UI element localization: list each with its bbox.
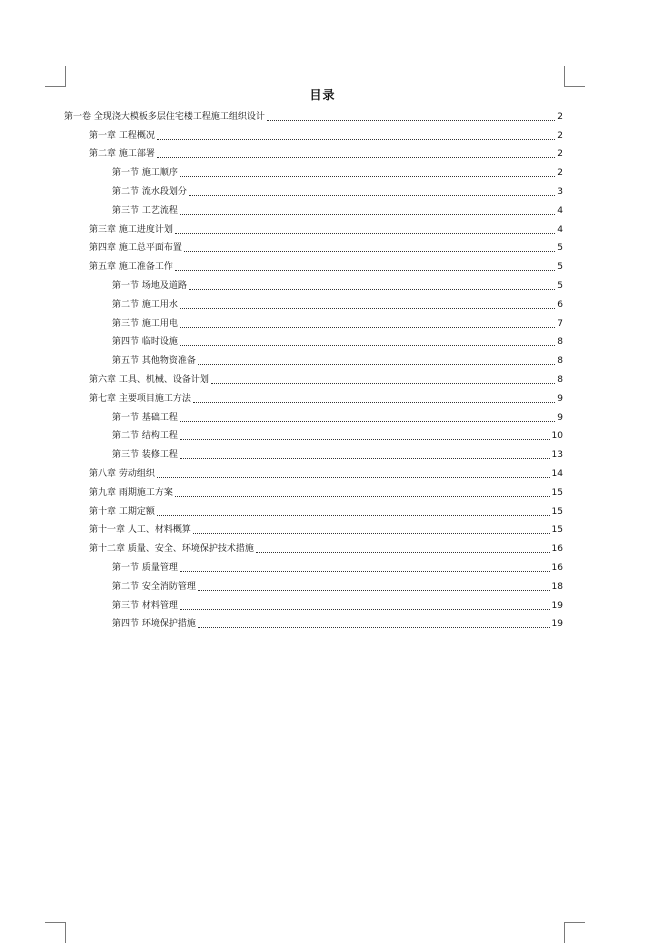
toc-page-number: 5: [557, 280, 563, 291]
toc-dot-leader: [184, 251, 555, 252]
toc-entry-label: 第一卷 全现浇大模板多层住宅楼工程施工组织设计: [64, 111, 265, 122]
crop-mark-bottom-right: [564, 922, 585, 943]
toc-page-number: 16: [551, 562, 563, 573]
toc-entry[interactable]: [64, 123, 563, 142]
toc-page-number: 2: [557, 149, 563, 160]
toc-dot-leader: [180, 458, 550, 459]
toc-entry[interactable]: [64, 348, 563, 367]
toc-entry-label: 第一节 场地及道路: [112, 280, 187, 291]
toc-entry-label: 第三章 施工进度计划: [89, 224, 173, 235]
toc-entry[interactable]: [64, 518, 563, 537]
toc-entry[interactable]: [64, 367, 563, 386]
toc-page-number: 8: [557, 356, 563, 367]
toc-entry[interactable]: [64, 442, 563, 461]
toc-page-number: 9: [557, 393, 563, 404]
toc-page-number: 19: [551, 619, 563, 630]
toc-dot-leader: [175, 496, 550, 497]
toc-page-number: 13: [551, 450, 563, 461]
toc-page-number: 5: [557, 243, 563, 254]
toc-dot-leader: [157, 515, 550, 516]
toc-page-number: 16: [551, 544, 563, 555]
toc-dot-leader: [198, 627, 550, 628]
toc-page-number: 8: [557, 337, 563, 348]
toc-entry[interactable]: [64, 461, 563, 480]
toc-entry-label: 第二节 安全消防管理: [112, 581, 196, 592]
toc-entry[interactable]: [64, 536, 563, 555]
toc-title: 目录: [309, 88, 336, 102]
toc-dot-leader: [175, 270, 555, 271]
toc-entry[interactable]: [64, 217, 563, 236]
toc-entry-label: 第二节 流水段划分: [112, 186, 187, 197]
toc-page-number: 4: [557, 205, 563, 216]
toc-entry-label: 第四节 环境保护措施: [112, 619, 196, 630]
toc-page-number: 10: [551, 431, 563, 442]
toc-dot-leader: [180, 214, 555, 215]
toc-dot-leader: [189, 289, 555, 290]
toc-entry[interactable]: [64, 424, 563, 443]
toc-entry[interactable]: [64, 311, 563, 330]
toc-entry-label: 第六章 工具、机械、设备计划: [89, 374, 209, 385]
toc-dot-leader: [157, 157, 555, 158]
toc-entry-label: 第十二章 质量、安全、环境保护技术措施: [89, 544, 254, 555]
toc-dot-leader: [175, 233, 555, 234]
toc-dot-leader: [198, 364, 555, 365]
toc-entry-label: 第二节 结构工程: [112, 431, 178, 442]
toc-entry-label: 第四节 临时设施: [112, 337, 178, 348]
toc-entry-label: 第二章 施工部署: [89, 149, 155, 160]
toc-entry[interactable]: [64, 142, 563, 161]
toc-entry-label: 第一节 质量管理: [112, 562, 178, 573]
toc-entry[interactable]: [64, 273, 563, 292]
toc-page-number: 9: [557, 412, 563, 423]
toc-entry[interactable]: [64, 160, 563, 179]
toc-entry[interactable]: [64, 386, 563, 405]
toc-page-number: 2: [557, 130, 563, 141]
crop-mark-bottom-left: [45, 922, 66, 943]
toc-page-number: 14: [551, 468, 563, 479]
toc-page-number: 4: [557, 224, 563, 235]
toc-dot-leader: [157, 477, 550, 478]
toc-page-number: 5: [557, 262, 563, 273]
toc-entry[interactable]: [64, 593, 563, 612]
toc-dot-leader: [180, 308, 555, 309]
toc-entry[interactable]: [64, 236, 563, 255]
toc-entry[interactable]: [64, 574, 563, 593]
toc-entry-label: 第一节 基础工程: [112, 412, 178, 423]
toc-dot-leader: [157, 139, 555, 140]
toc-entry[interactable]: [64, 254, 563, 273]
toc-dot-leader: [193, 402, 555, 403]
toc-entry[interactable]: [64, 555, 563, 574]
crop-mark-top-right: [564, 66, 585, 87]
toc-entry-label: 第二节 施工用水: [112, 299, 178, 310]
toc-entry-label: 第八章 劳动组织: [89, 468, 155, 479]
toc-dot-leader: [180, 421, 555, 422]
toc-page-number: 8: [557, 374, 563, 385]
toc-entry-label: 第九章 雨期施工方案: [89, 487, 173, 498]
toc-page-number: 15: [551, 487, 563, 498]
toc-dot-leader: [193, 533, 550, 534]
toc-entry[interactable]: [64, 405, 563, 424]
toc-entry-label: 第一节 施工顺序: [112, 168, 178, 179]
toc-entry[interactable]: [64, 292, 563, 311]
toc-entry-label: 第十章 工期定额: [89, 506, 155, 517]
toc-dot-leader: [180, 439, 550, 440]
toc-dot-leader: [180, 571, 550, 572]
toc-entry-label: 第三节 施工用电: [112, 318, 178, 329]
toc-page-number: 19: [551, 600, 563, 611]
toc-page-number: 6: [557, 299, 563, 310]
toc-page-number: 15: [551, 506, 563, 517]
toc-dot-leader: [180, 176, 555, 177]
toc-page-number: 2: [557, 168, 563, 179]
crop-mark-top-left: [45, 66, 66, 87]
toc-dot-leader: [180, 609, 550, 610]
toc-entry[interactable]: [64, 330, 563, 349]
toc-page-number: 15: [551, 525, 563, 536]
toc-entry-label: 第三节 材料管理: [112, 600, 178, 611]
toc-entry-label: 第一章 工程概况: [89, 130, 155, 141]
toc-entry[interactable]: [64, 612, 563, 631]
toc-entry[interactable]: [64, 499, 563, 518]
toc-dot-leader: [189, 195, 555, 196]
toc-entry-label: 第七章 主要项目施工方法: [89, 393, 191, 404]
toc-entry[interactable]: [64, 179, 563, 198]
toc-dot-leader: [180, 327, 555, 328]
toc-dot-leader: [180, 345, 555, 346]
table-of-contents: [64, 104, 563, 630]
toc-page-number: 3: [557, 186, 563, 197]
toc-page-number: 18: [551, 581, 563, 592]
toc-entry-label: 第四章 施工总平面布置: [89, 243, 182, 254]
toc-entry[interactable]: [64, 104, 563, 123]
toc-dot-leader: [211, 383, 555, 384]
toc-dot-leader: [267, 120, 555, 121]
toc-entry-label: 第五节 其他物资准备: [112, 356, 196, 367]
toc-entry[interactable]: [64, 198, 563, 217]
toc-dot-leader: [256, 552, 550, 553]
toc-entry-label: 第十一章 人工、材料概算: [89, 525, 191, 536]
toc-entry-label: 第五章 施工准备工作: [89, 262, 173, 273]
toc-page-number: 2: [557, 111, 563, 122]
toc-page-number: 7: [557, 318, 563, 329]
toc-entry-label: 第三节 装修工程: [112, 450, 178, 461]
toc-entry[interactable]: [64, 480, 563, 499]
toc-entry-label: 第三节 工艺流程: [112, 205, 178, 216]
toc-dot-leader: [198, 590, 550, 591]
